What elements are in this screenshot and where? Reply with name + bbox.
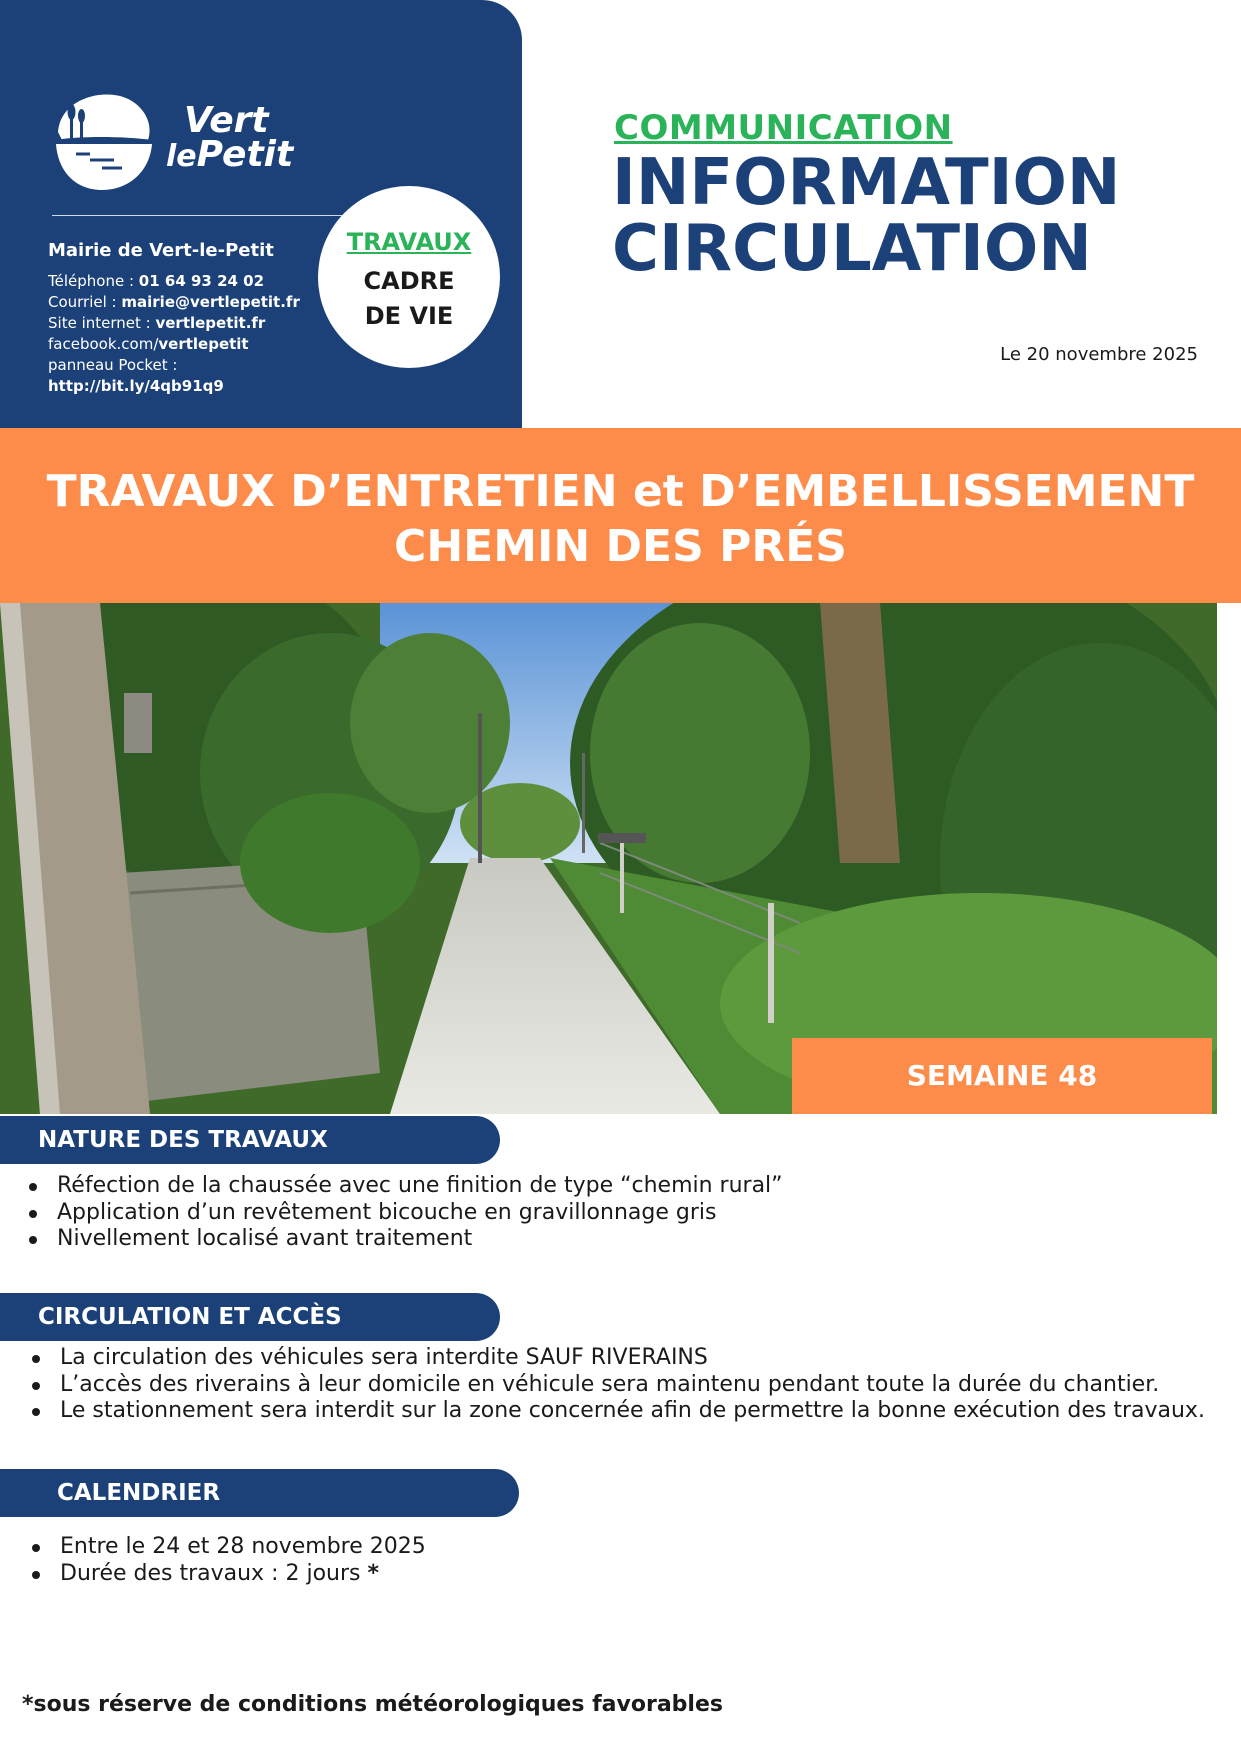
communication-label: COMMUNICATION [614, 108, 953, 148]
circulation-list [30, 1345, 1220, 1425]
facebook-handle[interactable]: vertlepetit [158, 335, 249, 353]
list-item: Application d’un revêtement bicouche en gravillonnage gris [27, 1200, 783, 1227]
email-line [48, 292, 300, 313]
headline-banner [0, 428, 1241, 603]
list-item: Réfection de la chaussée avec une finition de type “chemin rural” [27, 1173, 783, 1200]
email-label: Courriel : [48, 293, 122, 311]
weather-footnote: *sous réserve de conditions météorologiques favorables [22, 1692, 723, 1717]
badge-category: TRAVAUX [346, 228, 472, 256]
badge-line-2: DE VIE [364, 302, 454, 330]
logo-line-2-prefix: le [166, 139, 197, 174]
site-link[interactable]: vertlepetit.fr [155, 314, 266, 332]
logo-text [166, 100, 294, 175]
logo-line-2 [166, 134, 294, 175]
calendrier-list [30, 1534, 426, 1587]
category-badge [318, 186, 500, 368]
section-circulation-header: CIRCULATION ET ACCÈS [0, 1293, 500, 1341]
list-item: Le stationnement sera interdit sur la zone concernée afin de permettre la bonne exécution des travaux. [30, 1398, 1220, 1425]
vert-le-petit-logo [50, 92, 315, 192]
list-item: Nivellement localisé avant traitement [27, 1226, 783, 1253]
badge-line-1: CADRE [363, 267, 455, 295]
title-line-2: CIRCULATION [612, 212, 1092, 286]
nature-list [27, 1173, 783, 1253]
title-line-1: INFORMATION [612, 146, 1121, 220]
list-item [30, 1561, 426, 1588]
site-label: Site internet : [48, 314, 156, 332]
page-title [612, 146, 1121, 286]
facebook-line[interactable] [48, 334, 300, 355]
site-line [48, 313, 300, 334]
banner-line-1: TRAVAUX D’ENTRETIEN et D’EMBELLISSEMENT [46, 466, 1195, 517]
facebook-prefix: facebook.com/ [48, 335, 159, 353]
list-item: L’accès des riverains à leur domicile en véhicule sera maintenu pendant toute la durée du chantier. [30, 1372, 1220, 1399]
list-item: Entre le 24 et 28 novembre 2025 [30, 1534, 426, 1561]
duration-text: Durée des travaux : 2 jours [60, 1560, 368, 1586]
logo-mark-icon [50, 92, 156, 192]
phone-line [48, 271, 300, 292]
publication-date: Le 20 novembre 2025 [1000, 344, 1198, 365]
section-calendrier-header: CALENDRIER [0, 1469, 519, 1517]
pocket-line [48, 376, 300, 397]
header-divider [52, 215, 342, 216]
week-badge: SEMAINE 48 [792, 1038, 1212, 1114]
banner-line-2: CHEMIN DES PRÉS [394, 521, 847, 572]
contact-block [48, 240, 300, 397]
phone-number[interactable]: 01 64 93 24 02 [138, 272, 265, 290]
logo-line-1: Vert [184, 100, 269, 141]
phone-label: Téléphone : [48, 272, 139, 290]
list-item: La circulation des véhicules sera interdite SAUF RIVERAINS [30, 1345, 1220, 1372]
section-nature-header: NATURE DES TRAVAUX [0, 1116, 500, 1164]
duration-asterisk: * [367, 1560, 379, 1586]
mairie-name: Mairie de Vert-le-Petit [48, 240, 274, 261]
pocket-label: panneau Pocket : [48, 356, 178, 374]
email-link[interactable]: mairie@vertlepetit.fr [121, 293, 300, 311]
header-panel [0, 0, 522, 428]
badge-subtitle [318, 264, 500, 334]
pocket-link[interactable]: http://bit.ly/4qb91q9 [48, 377, 224, 395]
logo-line-2-main: Petit [196, 134, 294, 175]
